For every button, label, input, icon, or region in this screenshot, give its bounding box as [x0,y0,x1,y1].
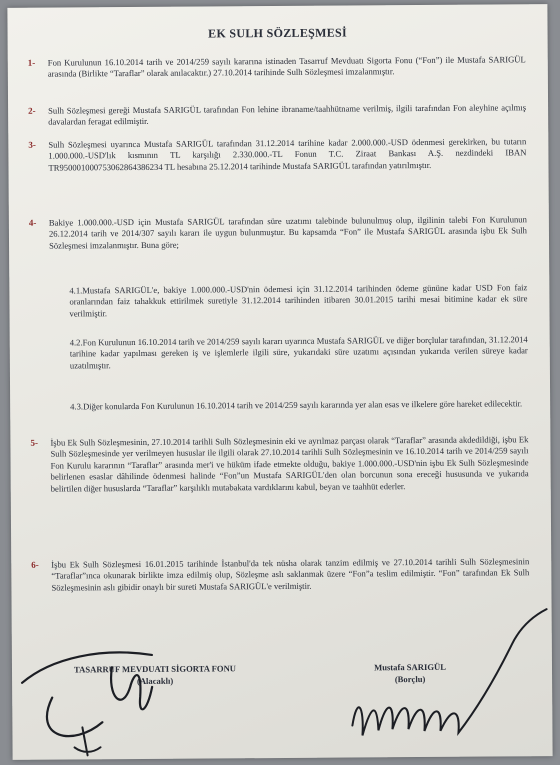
debtor-role: (Borçlu) [394,673,426,685]
subclause-4-1: 4.1.Mustafa SARIGÜL'e, bakiye 1.000.000.-USD'nin ödemesi için 31.12.2014 tarihinden ödeme gününe kadar USD Fon faiz oranlarından faiz tahakkuk ettirilmek suretiyle 31.12.2014 tarihinden itibaren 30.01.2015 tarihi mesai bitimine kadar ek süre verilmiştir. [69,282,528,319]
clause-number: 2- [28,105,36,116]
subclause-4-3: 4.3.Diğer konularda Fon Kurulunun 16.10.2014 tarih ve 2014/259 sayılı kararında yer alan esas ve ilkelere göre hareket edilecektir. [70,398,523,412]
clause-4 [28,214,527,252]
creditor-handwritten-signature [12,626,233,758]
document-title: EK SULH SÖZLEŞMESİ [208,25,348,41]
creditor-role: (Alacaklı) [136,675,174,687]
clause-text: İşbu Ek Sulh Sözleşmesi 16.01.2015 tarihinde İstanbul'da tek nüsha olarak tanzim edilmiş ve 27.10.2014 tarihli Sulh Sözleşmesinin “Taraflar”ınca okunarak birlikte imza edilmiş olup, Sözleşme aslı saklanmak üzere “Fon”a teslim edilmiştir. “Fon” tarafından Ek Sulh Sözleşmesinin aslı gibidir onaylı bir sureti Mustafa SARIGÜL'e verilmiştir. [51,556,530,593]
clause-number: 5- [30,437,38,448]
clause-number: 1- [27,57,36,68]
clause-3 [28,136,527,174]
debtor-name: Mustafa SARIGÜL [374,661,446,673]
subclause-4-2: 4.2.Fon Kurulunun 16.10.2014 tarih ve 2014/259 sayılı kararı uyarınca Mustafa SARIGÜL ve diğer borçlular tarafından, 31.12.2014 tarihine kadar yapılması gereken iş ve işlemlerle ilgili süre, yukarıdaki süre uzatımı açısından yukarıda verilen süreye kadar uzatılmıştır. [69,334,528,371]
clause-text: Sulh Sözleşmesi uyarınca Mustafa SARIGÜL tarafından 31.12.2014 tarihine kadar 2.000.000.-USD ödenmesi gerekirken, bu tutarın 1.000.000.-USD'lık kısmının TL karşılığı 2.330.000.-TL Fonun T.C. Ziraat Bankası A.Ş. nezdindeki IBAN TR950001000753062864386234 TL hesabına 25.12.2014 tarihinde Mustafa SARIGÜL tarafından yatırılmıştır. [48,136,527,173]
clause-text: Sulh Sözleşmesi gereği Mustafa SARIGÜL tarafından Fon lehine ibraname/taahhütname verilmiş, ilgili tarafından Fon aleyhine açılmış davalardan feragat edilmiştir. [48,102,527,128]
clause-text: Bakiye 1.000.000.-USD için Mustafa SARIGÜL tarafından süre uzatımı talebinde bulunulmuş olup, ilgilinin talebi Fon Kurulunun 26.12.2014 tarih ve 2014/307 sayılı kararı ile uygun bulunmuştur. Bu kapsamda “Fon” ile Mustafa SARIGÜL arasında işbu Ek Sulh Sözleşmesi imzalanmıştır. Buna göre; [48,214,527,251]
clause-number: 4- [28,217,37,228]
clause-number: 3- [28,139,36,150]
document-page [7,4,552,760]
clause-5 [30,434,529,494]
clause-2 [28,102,527,128]
clause-6 [31,556,530,594]
clause-1 [27,54,526,80]
debtor-handwritten-signature [342,604,553,755]
clause-text: İşbu Ek Sulh Sözleşmesinin, 27.10.2014 tarihli Sulh Sözleşmesinin eki ve ayrılmaz parçası olarak “Taraflar” arasında akdedildiği, işbu Ek Sulh Sözleşmesinde yer verilmeyen hususlar ile ilgili olarak 27.10.2014 tarihli Sulh Sözleşmesinin ve 16.10.2014 tarih ve 2014/259 sayılı Fon Kurulu kararının “Taraflar” arasında mer'i ve hüküm ifade etmekte olduğu, bakiye 1.000.000.-USD'nin işbu Ek Sulh Sözleşmesinde belirlenen esaslar dâhilinde ödenmesi halinde “Fon”un Mustafa SARIGÜL'den olan borcunun sona ereceği hususunda ve yukarıda belirtilen diğer hususlarda “Taraflar” karşılıklı mutabakata vardıklarını kabul, beyan ve taahhüt ederler. [50,434,529,494]
creditor-name: TASARRUF MEVDUATI SİGORTA FONU [73,663,237,675]
clause-number: 6- [31,559,39,570]
clause-text: Fon Kurulunun 16.10.2014 tarih ve 2014/259 sayılı kararına istinaden Tasarruf Mevduatı Sigorta Fonu (“Fon”) ile Mustafa SARIGÜL arasında (Birlikte “Taraflar” olarak anılacaktır.) 27.10.2014 tarihinde Sulh Sözleşmesi imzalanmıştır. [47,54,526,80]
